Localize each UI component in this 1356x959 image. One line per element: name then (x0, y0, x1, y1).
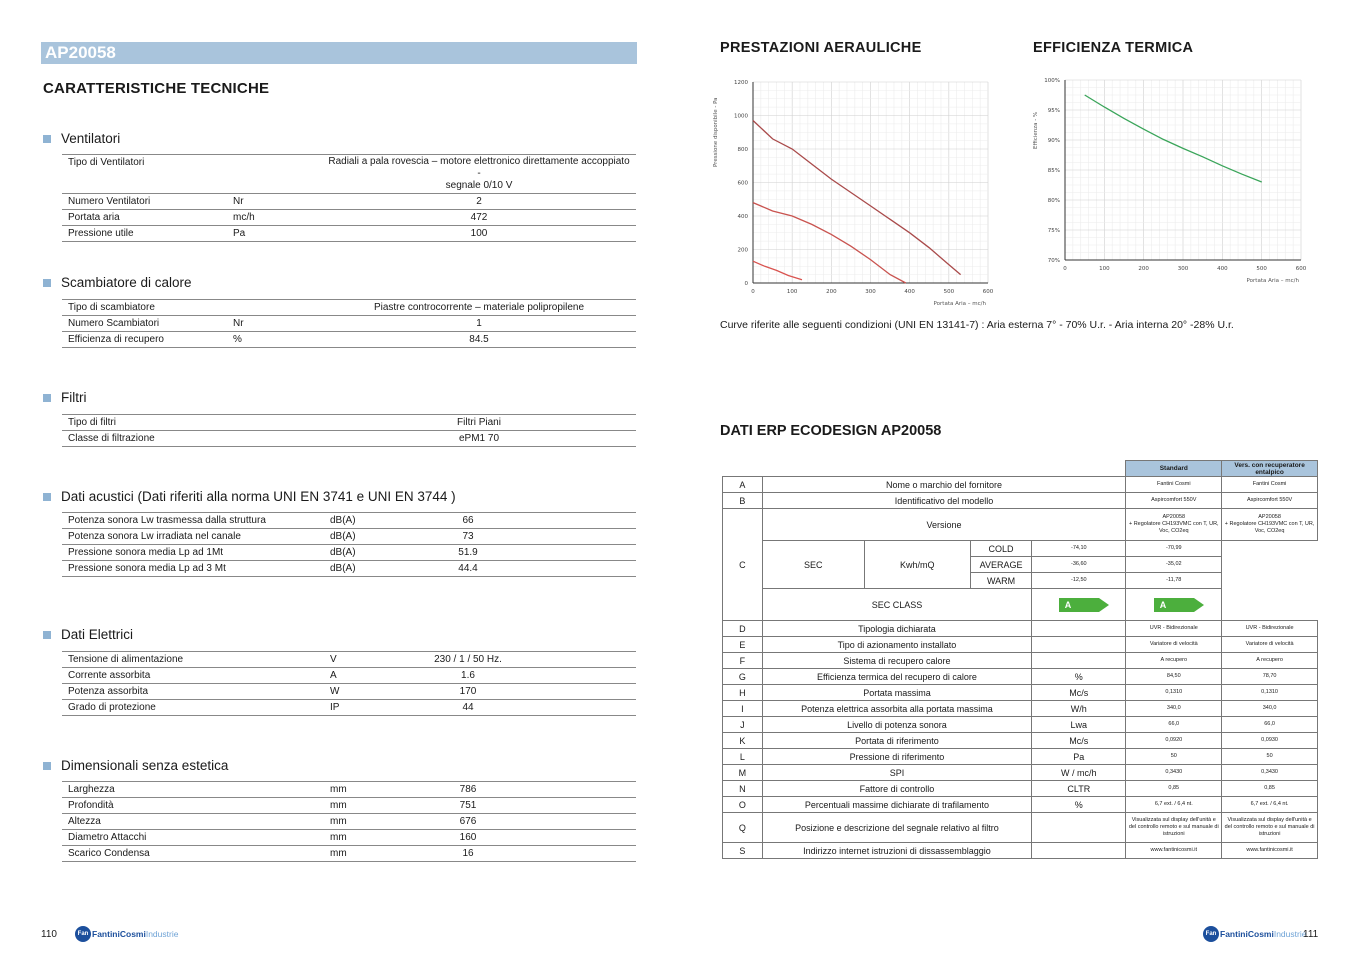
table-row: Pressione utile Pa 100 (62, 226, 636, 242)
y-tick-label: 1000 (734, 113, 748, 120)
bullet-square-icon (43, 279, 51, 287)
table-row: Pressione sonora media Lp ad 1Mt dB(A) 51.9 (62, 545, 636, 561)
table-row: O Percentuali massime dichiarate di trafilamento % 6,7 ext. / 6,4 nt. 6,7 ext. / 6,4 nt. (723, 797, 1318, 813)
spec-table-scambiatore (62, 299, 636, 348)
x-tick-label: 100 (786, 289, 798, 295)
spec-table-dimensionali (62, 781, 636, 862)
x-tick-label: 600 (1295, 266, 1307, 272)
table-row: Potenza sonora Lw irradiata nel canale dB(A) 73 (62, 529, 636, 545)
brand-logo: Fan FantiniCosmiIndustrie (75, 925, 178, 943)
x-tick-label: 200 (826, 289, 837, 295)
x-tick-label: 200 (1138, 266, 1149, 272)
y-tick-label: 70% (1047, 258, 1060, 264)
y-tick-label: 200 (737, 247, 748, 254)
table-row: L Pressione di riferimento Pa 50 50 (723, 749, 1318, 765)
table-row: C Versione AP20058 + Regolatore CH193VMC con T, UR, Voc, CO2eq AP20058 + Regolatore CH193VMC con T, UR, Voc, CO2eq (723, 509, 1318, 541)
section-title-acustici: Dati acustici (Dati riferiti alla norma UNI EN 3741 e UNI EN 3744 ) (43, 489, 456, 504)
logo-badge-icon: Fan (1203, 926, 1219, 942)
section-title-scambiatore: Scambiatore di calore (43, 275, 192, 290)
table-row: Larghezza mm 786 (62, 782, 636, 798)
x-tick-label: 300 (1177, 266, 1189, 272)
table-row: A Nome o marchio del fornitore Fantini Cosmi Fantini Cosmi (723, 477, 1318, 493)
y-tick-label: 85% (1047, 168, 1060, 174)
table-row: Corrente assorbita A 1.6 (62, 668, 636, 684)
x-tick-label: 300 (865, 289, 876, 295)
table-row: Numero Scambiatori Nr 1 (62, 316, 636, 332)
y-axis-label: Efficienza - % (1033, 111, 1039, 149)
table-row: Grado di protezione IP 44 (62, 700, 636, 716)
table-row: WARM -12,50 -11,78 (723, 573, 1318, 589)
chart-title-efficienza: EFFICIENZA TERMICA (1033, 40, 1194, 56)
table-row: I Potenza elettrica assorbita alla portata massima W/h 340,0 340,0 (723, 701, 1318, 717)
section-title-ventilatori: Ventilatori (43, 131, 120, 146)
y-tick-label: 600 (737, 180, 748, 187)
y-tick-label: 1200 (734, 80, 748, 86)
table-row: Efficienza di recupero % 84.5 (62, 332, 636, 348)
spec-table-acustici (62, 512, 636, 577)
erp-list-body (723, 621, 1318, 859)
bullet-square-icon (43, 135, 51, 143)
bullet-square-icon (43, 493, 51, 501)
table-row: Portata aria mc/h 472 (62, 210, 636, 226)
table-row: AVERAGE -36,60 -35,02 (723, 557, 1318, 573)
y-axis-label: Pressione disponibile - Pa (713, 97, 719, 168)
x-tick-label: 500 (1256, 266, 1267, 272)
x-tick-label: 400 (1217, 266, 1228, 272)
table-row: B Identificativo del modello Aspircomfort 550V Aspircomfort 550V (723, 493, 1318, 509)
section-title-filtri: Filtri (43, 390, 87, 405)
section-title-dimensionali: Dimensionali senza estetica (43, 758, 228, 773)
table-row: Potenza assorbita W 170 (62, 684, 636, 700)
y-tick-label: 800 (737, 147, 748, 153)
table-row: H Portata massima Mc/s 0,1310 0,1310 (723, 685, 1318, 701)
x-axis-label: Portata Aria – mc/h (1246, 278, 1299, 284)
table-row: Classe di filtrazione ePM1 70 (62, 431, 636, 447)
y-tick-label: 75% (1047, 228, 1060, 234)
table-row: Standard Vers. con recuperatore entalpico (723, 461, 1318, 477)
series-line-low (753, 261, 802, 280)
erp-table (722, 460, 1318, 859)
spec-table-filtri (62, 414, 636, 447)
table-row: D Tipologia dichiarata UVR - Bidirezionale UVR - Bidirezionale (723, 621, 1318, 637)
table-row: S Indirizzo internet istruzioni di dissassemblaggio www.fantinicosmi.it www.fantinicosmi.it (723, 843, 1318, 859)
curves-note: Curve riferite alle seguenti condizioni (UNI EN 13141-7) : Aria esterna 7° - 70% U.r. - Aria interna 20° -28% U.r. (720, 319, 1234, 331)
x-tick-label: 500 (943, 289, 955, 295)
table-row: Altezza mm 676 (62, 814, 636, 830)
table-row: Potenza sonora Lw trasmessa dalla struttura dB(A) 66 (62, 513, 636, 529)
energy-class-badge: A (1059, 598, 1099, 612)
table-row: E Tipo di azionamento installato Variatore di velocità Variatore di velocità (723, 637, 1318, 653)
table-row: M SPI W / mc/h 0,3430 0,3430 (723, 765, 1318, 781)
y-tick-label: 90% (1047, 138, 1060, 144)
table-row: Pressione sonora media Lp ad 3 Mt dB(A) 44.4 (62, 561, 636, 577)
x-tick-label: 0 (751, 289, 755, 295)
x-tick-label: 100 (1099, 266, 1110, 272)
erp-title: DATI ERP ECODESIGN AP20058 (720, 423, 942, 439)
chart-title-prestazioni: PRESTAZIONI AERAULICHE (720, 40, 922, 56)
table-row: Tipo di scambiatore Piastre controcorrente – materiale polipropilene (62, 300, 636, 316)
y-tick-label: 80% (1047, 198, 1060, 204)
table-row: Profondità mm 751 (62, 798, 636, 814)
efficiency-chart (1023, 68, 1313, 298)
bullet-square-icon (43, 762, 51, 770)
table-row: Scarico Condensa mm 16 (62, 846, 636, 862)
bullet-square-icon (43, 394, 51, 402)
table-row: N Fattore di controllo CLTR 0,85 0,85 (723, 781, 1318, 797)
table-row: SEC Kwh/mQ COLD -74,10 -70,99 (723, 541, 1318, 557)
spec-table-ventilatori (62, 154, 636, 242)
y-tick-label: 100% (1044, 78, 1060, 84)
table-row: Q Posizione e descrizione del segnale relativo al filtro Visualizzata sul display dell'unità e del controllo remoto e sul manuale di istruzioni Visualizzata sul display dell'unità e del controllo remoto e sul manuale di istruzioni (723, 813, 1318, 843)
brand-logo: Fan FantiniCosmiIndustrie (1203, 925, 1306, 943)
x-axis-label: Portata Aria – mc/h (933, 301, 986, 307)
series-line-efficienza (1085, 95, 1262, 182)
table-row: SEC CLASS A A (723, 589, 1318, 621)
table-row: J Livello di potenza sonora Lwa 66,0 66,0 (723, 717, 1318, 733)
x-tick-label: 0 (1063, 266, 1067, 272)
table-row: G Efficienza termica del recupero di calore % 84,50 78,70 (723, 669, 1318, 685)
pressure-chart (708, 68, 1008, 316)
y-tick-label: 400 (737, 214, 748, 220)
page-title: CARATTERISTICHE TECNICHE (43, 80, 270, 97)
page-number: 110 (41, 929, 57, 940)
right-page (678, 0, 1356, 959)
logo-badge-icon: Fan (75, 926, 91, 942)
model-bar: AP20058 (41, 42, 637, 64)
table-row: F Sistema di recupero calore A recupero A recupero (723, 653, 1318, 669)
table-row: Numero Ventilatori Nr 2 (62, 194, 636, 210)
page-number: 111 (1303, 929, 1319, 940)
y-tick-label: 0 (744, 281, 748, 287)
table-row: Diametro Attacchi mm 160 (62, 830, 636, 846)
energy-class-badge: A (1154, 598, 1194, 612)
table-row: Tipo di Ventilatori Radiali a pala rovescia – motore elettronico direttamente accoppiato - segnale 0/10 V (62, 155, 636, 194)
spec-table-elettrici (62, 651, 636, 716)
x-tick-label: 400 (904, 289, 915, 295)
y-tick-label: 95% (1047, 108, 1060, 114)
table-row: Tensione di alimentazione V 230 / 1 / 50 Hz. (62, 652, 636, 668)
bullet-square-icon (43, 631, 51, 639)
section-title-elettrici: Dati Elettrici (43, 627, 133, 642)
table-row: K Portata di riferimento Mc/s 0,0920 0,0930 (723, 733, 1318, 749)
x-tick-label: 600 (982, 289, 994, 295)
table-row: Tipo di filtri Filtri Piani (62, 415, 636, 431)
